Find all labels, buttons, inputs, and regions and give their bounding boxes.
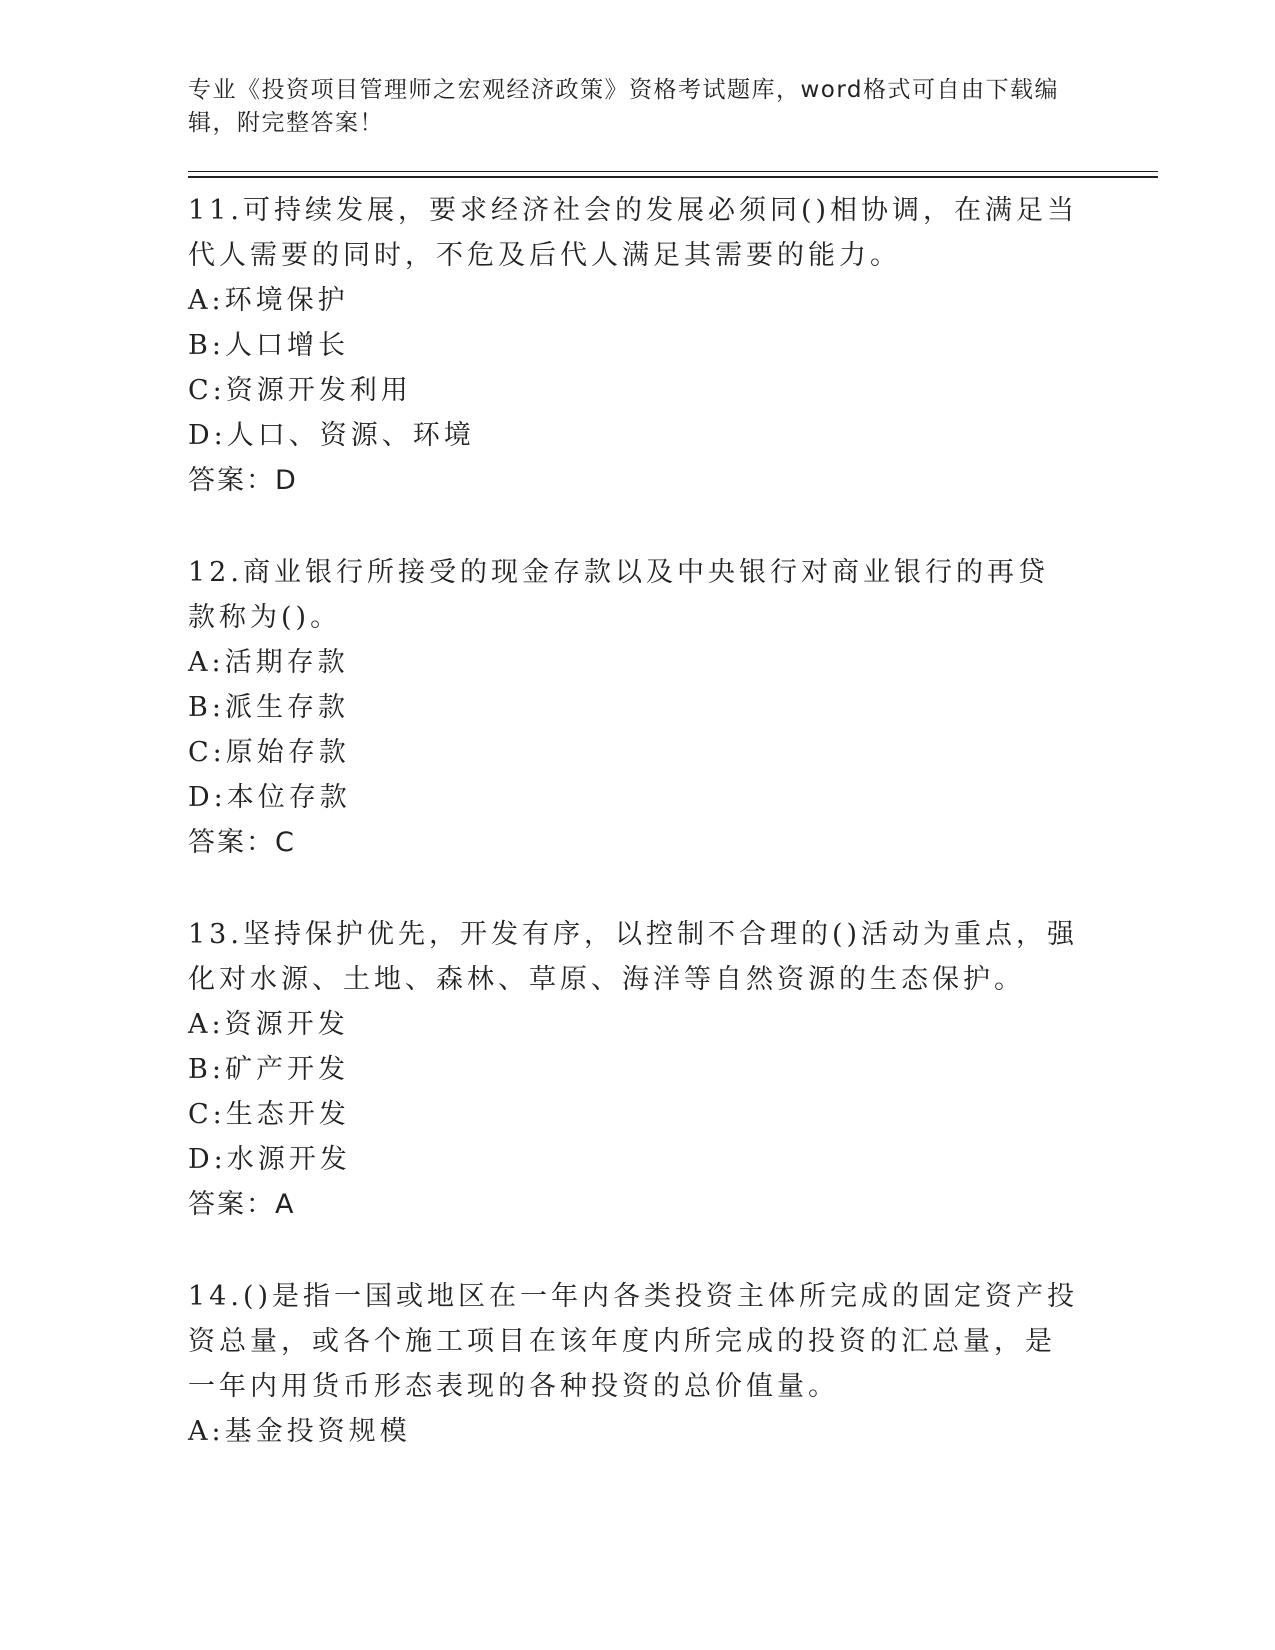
option-b: B:矿产开发 [188, 1054, 349, 1085]
question-stem: 14.()是指一国或地区在一年内各类投资主体所完成的固定资产投资总量，或各个施工项目在该年度内所完成的投资的汇总量，是一年内用货币形态表现的各种投资的总价值量。 [188, 1281, 1079, 1402]
option-b: B:人口增长 [188, 330, 349, 361]
option-d: D:人口、资源、环境 [188, 420, 475, 451]
option-c: C:原始存款 [188, 737, 350, 768]
answer-line: 答案：A [188, 1189, 296, 1220]
option-a: A:资源开发 [188, 1009, 349, 1040]
option-c: C:生态开发 [188, 1099, 350, 1130]
question-stem: 11.可持续发展，要求经济社会的发展必须同()相协调，在满足当代人需要的同时，不危及后代人满足其需要的能力。 [188, 195, 1079, 271]
document-header: 专业《投资项目管理师之宏观经济政策》资格考试题库，word格式可自由下载编辑，附完整答案！ [188, 77, 1060, 136]
answer-line: 答案：C [188, 827, 296, 858]
question-item [188, 1274, 1078, 1454]
option-c: C:资源开发利用 [188, 375, 412, 406]
question-stem: 13.坚持保护优先，开发有序，以控制不合理的()活动为重点，强化对水源、土地、森林、草原、海洋等自然资源的生态保护。 [188, 919, 1079, 995]
header-divider-thick [188, 176, 1158, 178]
question-item [188, 550, 1078, 865]
option-a: A:环境保护 [188, 285, 349, 316]
question-stem: 12.商业银行所接受的现金存款以及中央银行对商业银行的再贷款称为()。 [188, 557, 1049, 633]
option-a: A:活期存款 [188, 647, 349, 678]
option-d: D:本位存款 [188, 782, 351, 813]
option-a: A:基金投资规模 [188, 1416, 411, 1447]
option-d: D:水源开发 [188, 1144, 351, 1175]
header-divider-thin [188, 171, 1158, 172]
question-list [188, 188, 1078, 1501]
question-item [188, 912, 1078, 1227]
option-b: B:派生存款 [188, 692, 349, 723]
question-item [188, 188, 1078, 503]
answer-line: 答案：D [188, 465, 298, 496]
